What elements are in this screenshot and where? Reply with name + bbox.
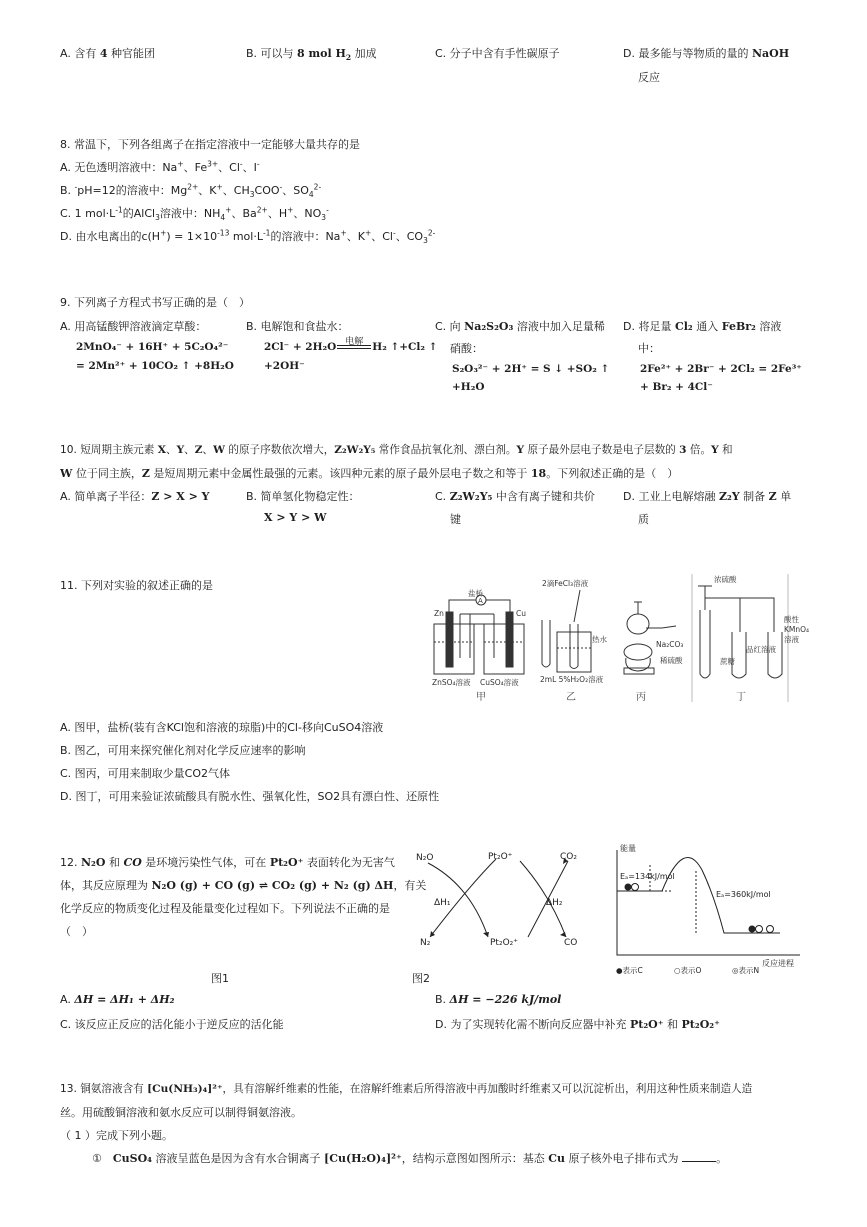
kmno4-label-2: KMnO₄ [784,625,810,634]
q9-option-d-eq2: + Br₂ + 4Cl⁻ [640,381,713,393]
q8-option-d: D. 由水电离出的$c(H^+) = 1\times 10^{-13}$ $mol\cdot L^{-1}$的溶液中：Na+、K+、Cl-、$CO_3^{2-}$ [60,228,436,246]
q10-stem-line2: W 位于同主族，Z 是短周期元素中金属性最强的元素。该四种元素的原子最外层电子数之和等于 18。下列叙述正确的是（ ） [60,467,679,480]
apparatus-ding [692,574,788,702]
q10-option-d-cont: 质 [638,513,649,526]
q12-option-c: C. 该反应正反应的活化能小于逆反应的活化能 [60,1018,284,1031]
h2o2-label: 2mL 5%H₂O₂溶液 [540,675,604,684]
ammeter-label: A [478,597,483,605]
q10-option-a: A. 简单离子半径：Z > X > Y [60,490,210,503]
q9-option-b-eq2: +2OH⁻ [264,360,305,372]
cycle-co2: CO₂ [560,852,577,862]
q11-apparatus-figure [430,572,810,707]
fig-ding-caption: 丁 [736,692,746,703]
legend-dot-c [625,884,632,891]
q9-stem: 9. 下列离子方程式书写正确的是（ ） [60,296,250,309]
q12-stem-line4: （ ） [60,925,93,938]
q10-option-b-cont: X > Y > W [264,511,327,524]
cycle-pt2o: Pt₂O⁺ [488,852,513,862]
legend-dot-o [632,884,639,891]
q11-option-a: A. 图甲，盐桥(装有含KCl饱和溶液的琼脂)中的Cl-移向CuSO4溶液 [60,721,384,734]
q10-option-b: B. 简单氢化物稳定性： [246,490,360,503]
dilute-acid-label: 稀硫酸 [660,656,683,665]
q13-line2: 丝。用硫酸铜溶液和氨水反应可以制得铜氨溶液。 [60,1106,302,1119]
q11-option-c: C. 图丙，可用来制取少量CO2气体 [60,767,231,780]
q10-option-c-cont: 键 [450,513,461,526]
q9-option-c-eq2: +H₂O [452,381,485,393]
apparatus-jia [434,595,524,674]
energy-y-label: 能量 [620,844,636,853]
kmno4-label-3: 溶液 [784,635,799,644]
q9-option-a-eq2: = 2Mn²⁺ + 10CO₂ ↑ +8H₂O [76,360,234,372]
fig-bing-caption: 丙 [636,692,646,703]
cu-label: Cu [516,609,526,618]
apparatus-yi [542,590,591,672]
q11-option-d: D. 图丁，可用来验证浓硫酸具有脱水性、强氧化性，SO2具有漂白性、还原性 [60,790,440,803]
q10-option-d: D. 工业上电解熔融 Z₂Y 制备 Z 单 [623,490,792,503]
answer-blank[interactable] [682,1151,716,1162]
pinred-label: 品红溶液 [746,645,776,654]
q9-option-a-eq1: 2MnO₄⁻ + 16H⁺ + 5C₂O₄²⁻ [76,341,229,353]
q8-option-c: C. 1 $mol\cdot L^{-1}$的AlCl$_3$溶液中：$NH_4^+$、$Ba^{2+}$、H+、$NO_3^-$ [60,205,329,223]
q7-option-c: C. 分子中含有手性碳原子 [435,47,560,60]
na2co3-label: Na₂CO₃ [656,640,684,649]
q12-fig1-cycle [410,845,600,950]
q9-option-d-eq1: 2Fe²⁺ + 2Br⁻ + 2Cl₂ = 2Fe³⁺ [640,363,802,375]
q12-fig2-label: 图2 [412,972,430,985]
kmno4-label-1: 酸性 [784,615,799,624]
q9-option-d-label: D. 将足量 Cl₂ 通入 FeBr₂ 溶液 [623,320,782,333]
cycle-dh2: ΔH₂ [546,898,563,908]
q8-option-b: B. -pH=12的溶液中：$Mg^{2+}$、K+、$CH_3COO^-$、$SO_4^{2-}$ [60,182,322,200]
q11-stem: 11. 下列对实验的叙述正确的是 [60,579,213,592]
q9-option-c-label: C. 向 Na₂S₂O₃ 溶液中加入足量稀 [435,320,605,333]
energy-x-label: 反应进程 [762,959,794,968]
cycle-pt2o2: Pt₂O₂⁺ [490,938,519,948]
legend-o: ○表示O [674,966,702,975]
energy-axes [617,850,800,955]
q13-line4: ① CuSO₄ 溶液呈蓝色是因为含有水合铜离子 [Cu(H₂O)₄]²⁺，结构示意图如图所示：基态 Cu 原子核外电子排布式为 。 [92,1152,728,1165]
conc-h2so4-label: 浓硫酸 [714,575,737,584]
q12-stem-line1: 12. N₂O 和 CO 是环境污染性气体，可在 Pt₂O⁺ 表面转化为无害气 [60,856,395,869]
q12-stem-line2: 体，其反应原理为 N₂O (g) + CO (g) ⇌ CO₂ (g) + N₂ (g) ΔH，有关 [60,879,427,892]
q12-option-a: A. ΔH = ΔH₁ + ΔH₂ [60,993,175,1006]
q10-stem-line1: 10. 短周期主族元素 X、Y、Z、W 的原子序数依次增大，Z₂W₂Y₅ 常作食品抗氧化剂、漂白剂。Y 原子最外层电子数是电子层数的 3 倍。Y 和 [60,444,733,456]
q9-option-c-label2: 硝酸： [450,342,483,355]
cycle-n2o: N₂O [416,853,434,863]
q9-b-electrolysis-label: 电解 [345,337,364,347]
legend-c: ●表示C [616,966,643,975]
q7-option-a: A. 含有 4 种官能团 [60,47,155,60]
salt-bridge-label: 盐桥 [468,589,483,598]
energy-ea2: Eₐ=360kJ/mol [716,890,771,899]
q12-option-d: D. 为了实现转化需不断向反应器中补充 Pt₂O⁺ 和 Pt₂O₂⁺ [435,1018,720,1031]
q9-option-a-label: A. 用高锰酸钾溶液滴定草酸： [60,320,207,333]
fig-yi-caption: 乙 [566,692,576,703]
q12-fig2-energy-diagram [612,845,807,980]
q9-option-b-label: B. 电解饱和食盐水： [246,320,349,333]
q12-fig1-label: 图1 [211,972,229,985]
q9-option-d-label2: 中： [638,342,660,355]
q7-option-b: B. 可以与 8 mol $H_2$ 加成 [246,47,377,63]
q8-stem: 8. 常温下，下列各组离子在指定溶液中一定能够大量共存的是 [60,138,360,151]
q10-option-c: C. Z₂W₂Y₅ 中含有离子键和共价 [435,490,595,503]
sucrose-label: 蔗糖 [720,657,735,666]
cuso4-label: CuSO₄溶液 [480,678,519,687]
znso4-label: ZnSO₄溶液 [432,678,471,687]
fig-jia-caption: 甲 [476,692,486,703]
q12-option-b: B. ΔH = −226 kJ/mol [435,993,562,1006]
hotwater-label: 热水 [592,635,607,644]
zn-label: Zn [434,609,444,618]
legend-n: ◎表示N [732,966,760,975]
q9-option-b-eq1: 2Cl⁻ + 2H₂O 电解 H₂ ↑+Cl₂ ↑ [264,341,437,353]
cycle-n2: N₂ [420,938,431,948]
cycle-dh1: ΔH₁ [434,898,451,908]
cycle-co: CO [564,938,578,948]
q9-option-c-eq1: S₂O₃²⁻ + 2H⁺ = S ↓ +SO₂ ↑ [452,363,610,375]
q12-stem-line3: 化学反应的物质变化过程及能量变化过程如下。下列说法不正确的是 [60,902,390,915]
q8-option-a: A. 无色透明溶液中：Na+、$Fe^{3+}$、Cl-、I- [60,159,260,174]
q7-option-d-cont: 反应 [638,71,660,84]
energy-ea1: Eₐ=134kJ/mol [620,872,675,881]
q13-line3: （ 1 ）完成下列小题。 [60,1129,173,1142]
q7-option-d: D. 最多能与等物质的量的 NaOH [623,47,790,60]
fecl3-label: 2滴FeCl₃溶液 [542,579,589,588]
q13-line1: 13. 铜氨溶液含有 [Cu(NH₃)₄]²⁺，具有溶解纤维素的性能，在溶解纤维素后所得溶液中再加酸时纤维素又可以沉淀析出，利用这种性质来制造人造 [60,1083,753,1095]
q11-option-b: B. 图乙，可用来探究催化剂对化学反应速率的影响 [60,744,306,757]
